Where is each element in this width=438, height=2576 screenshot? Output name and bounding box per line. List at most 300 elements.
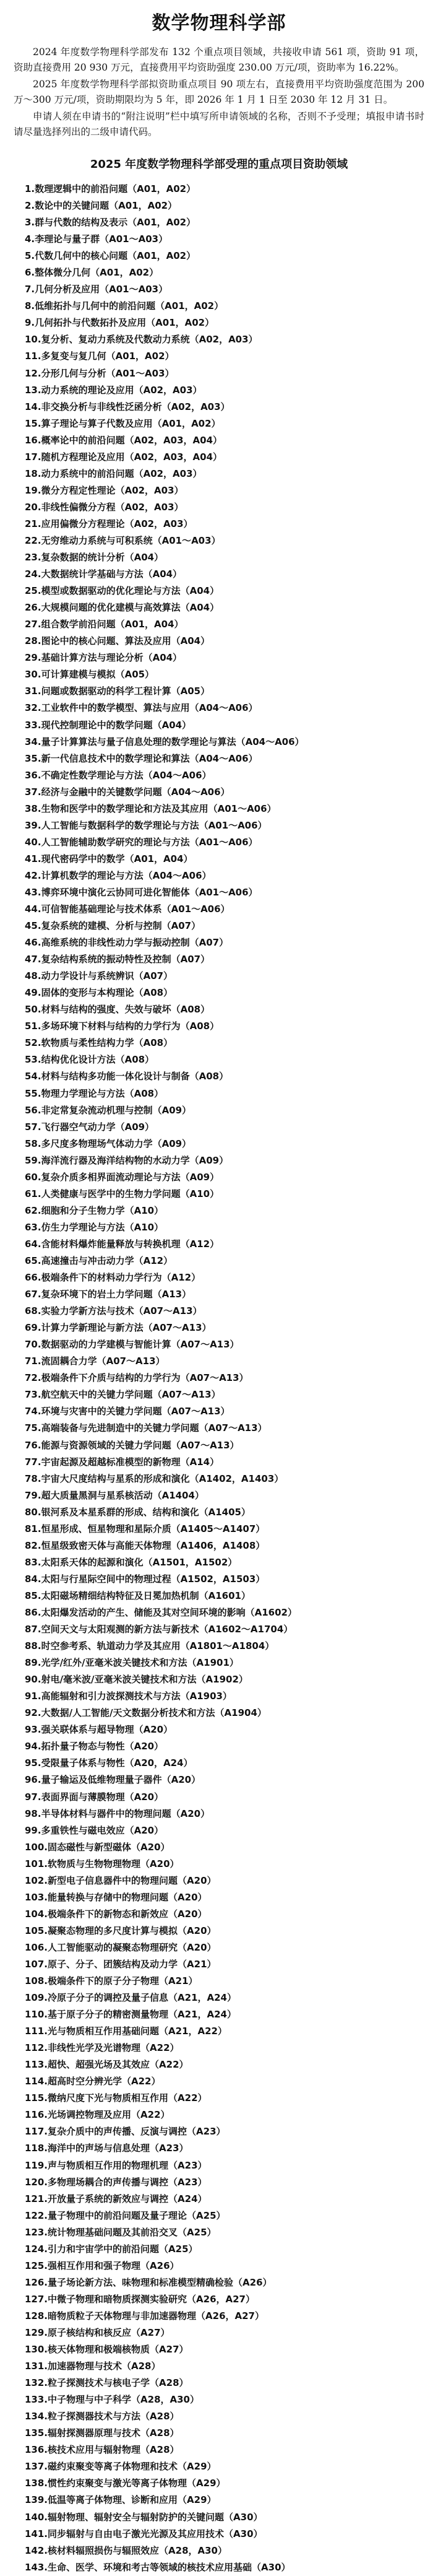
topic-item	[14, 1051, 424, 1068]
topic-list	[14, 181, 424, 2576]
topic-item	[14, 2308, 424, 2325]
topic-item	[14, 2291, 424, 2308]
topic-item	[14, 2475, 424, 2492]
topic-item	[14, 2157, 424, 2174]
topic-item	[14, 1956, 424, 1973]
topic-number: 76.	[25, 1439, 41, 1451]
topic-number: 5.	[25, 250, 35, 262]
topic-number: 33.	[25, 719, 41, 731]
topic-number: 115.	[25, 2092, 48, 2104]
topic-item	[14, 2559, 424, 2576]
topic-text: 群与代数的结构及表示（A01，A02）	[35, 217, 196, 228]
topic-text: 多场环境下材料与结构的力学行为（A08）	[41, 1020, 220, 1032]
topic-item	[14, 231, 424, 248]
topic-text: 飞行器空气动力学（A09）	[41, 1121, 155, 1133]
topic-number: 132.	[25, 2377, 48, 2389]
topic-item	[14, 2458, 424, 2475]
topic-text: 声与物质相互作用的物理机理（A23）	[48, 2159, 207, 2171]
topic-number: 134.	[25, 2411, 48, 2422]
topic-number: 141.	[25, 2528, 48, 2539]
topic-text: 代数几何中的核心问题（A01，A02）	[35, 250, 196, 262]
topic-item	[14, 1102, 424, 1119]
topic-text: 数论中的关键问题（A01，A02）	[35, 200, 178, 212]
topic-number: 18.	[25, 468, 41, 479]
topic-item	[14, 248, 424, 264]
document-title: 数学物理科学部	[152, 12, 286, 34]
topic-item	[14, 751, 424, 767]
topic-number: 104.	[25, 1908, 48, 1920]
topic-number: 99.	[25, 1824, 41, 1836]
topic-text: 中微子物理和暗物质探测实验研究（A26，A27）	[48, 2293, 255, 2305]
topic-number: 112.	[25, 2042, 48, 2054]
topic-item	[14, 650, 424, 666]
topic-text: 原子、分子、团簇结构及动力学（A21）	[48, 1958, 217, 1970]
topic-text: 软物质与生物物理物理（A20）	[48, 1858, 179, 1869]
topic-number: 70.	[25, 1339, 41, 1351]
topic-item	[14, 2274, 424, 2291]
topic-text: 几何拓扑与代数拓扑及应用（A01，A02）	[35, 317, 215, 329]
topic-text: 细胞和分子生物力学（A10）	[41, 1204, 164, 1216]
topic-text: 数据驱动的力学建模与智能计算（A07～A13）	[41, 1339, 239, 1351]
topic-text: 太阳与行星际空间中的物理过程（A1502，A1503）	[41, 1573, 265, 1585]
topic-item	[14, 1336, 424, 1353]
topic-number: 69.	[25, 1322, 41, 1334]
topic-number: 140.	[25, 2511, 48, 2523]
topic-number: 22.	[25, 534, 41, 546]
topic-item	[14, 1571, 424, 1588]
topic-number: 15.	[25, 417, 41, 429]
topic-text: 现代密码学中的数学（A01，A04）	[41, 853, 193, 864]
topic-number: 102.	[25, 1874, 48, 1886]
topic-number: 2.	[25, 200, 35, 212]
topic-text: 计算力学新理论与新方法（A07～A13）	[41, 1322, 212, 1334]
topic-item	[14, 633, 424, 650]
topic-number: 139.	[25, 2494, 48, 2506]
topic-number: 113.	[25, 2059, 48, 2071]
topic-item	[14, 1236, 424, 1253]
topic-item	[14, 666, 424, 683]
topic-item	[14, 1873, 424, 1889]
topic-item	[14, 1186, 424, 1203]
topic-item	[14, 934, 424, 951]
topic-number: 9.	[25, 317, 35, 329]
topic-text: 拓扑量子物态与物性（A20）	[41, 1741, 164, 1752]
topic-text: 量子场论新方法、味物理和标准模型精确检验（A26）	[48, 2276, 272, 2288]
topic-number: 25.	[25, 585, 41, 597]
topic-text: 人工智能辅助数学研究的理论与方法（A01～A06）	[41, 836, 258, 848]
topic-text: 太阳磁场精细结构特征及日冕加热机制（A1601）	[41, 1590, 251, 1601]
topic-number: 95.	[25, 1757, 41, 1769]
topic-text: 组合数学前沿问题（A01，A04）	[41, 619, 184, 630]
topic-text: 复杂结构系统的振动特性及控制（A07）	[41, 954, 210, 965]
topic-number: 29.	[25, 652, 41, 664]
topic-text: 固体的变形与本构理论（A08）	[41, 987, 173, 999]
topic-text: 大数据/人工智能/天文数据分析技术和方法（A1904）	[41, 1707, 267, 1719]
topic-text: 概率论中的前沿问题（A02，A03，A04）	[41, 434, 223, 446]
topic-item	[14, 2543, 424, 2559]
topic-item	[14, 1705, 424, 1721]
topic-text: 半导体材料与器件中的物理问题（A20）	[41, 1808, 210, 1819]
topic-item	[14, 1035, 424, 1051]
topic-text: 多重铁性与磁电效应（A20）	[41, 1824, 164, 1836]
topic-item	[14, 181, 424, 198]
topic-text: 海洋流行器及海洋结构物的水动力学（A09）	[41, 1154, 229, 1166]
topic-number: 92.	[25, 1707, 41, 1719]
topic-number: 44.	[25, 903, 41, 915]
topic-number: 55.	[25, 1087, 41, 1099]
topic-text: 材料与结构多功能一体化设计与制备（A08）	[41, 1071, 229, 1082]
topic-text: 复杂环境下的岩土力学问题（A13）	[41, 1289, 192, 1300]
topic-number: 27.	[25, 619, 41, 630]
topic-number: 61.	[25, 1188, 41, 1199]
topic-item	[14, 516, 424, 533]
topic-number: 103.	[25, 1891, 48, 1903]
topic-text: 流固耦合力学（A07～A13）	[41, 1355, 165, 1367]
topic-item	[14, 2325, 424, 2341]
topic-text: 非线性光学及光谱物理（A22）	[48, 2042, 179, 2054]
topic-item	[14, 499, 424, 516]
topic-text: 极端条件下的原子分子物理（A21）	[48, 1975, 198, 1987]
topic-text: 表面界面与薄膜物理（A20）	[41, 1791, 164, 1803]
topic-item	[14, 851, 424, 868]
topic-number: 23.	[25, 552, 41, 564]
topic-number: 20.	[25, 501, 41, 513]
topic-item	[14, 2123, 424, 2140]
topic-item	[14, 1755, 424, 1772]
topic-item	[14, 2341, 424, 2358]
topic-text: 航空航天中的关键力学问题（A07～A13）	[41, 1389, 221, 1401]
topic-text: 核材料辐照损伤与辐照效应（A28，A30）	[48, 2544, 227, 2556]
topic-number: 34.	[25, 736, 41, 747]
topic-text: 多尺度多物理场气体动力学（A09）	[41, 1138, 192, 1149]
topic-number: 77.	[25, 1456, 41, 1468]
topic-item	[14, 1604, 424, 1621]
topic-number: 123.	[25, 2226, 48, 2238]
topic-text: 复杂数据的统计分析（A04）	[41, 552, 164, 564]
topic-item	[14, 767, 424, 784]
topic-item	[14, 2509, 424, 2526]
topic-item	[14, 2073, 424, 2090]
topic-text: 随机方程理论及应用（A02，A03，A04）	[41, 451, 223, 463]
topic-item	[14, 281, 424, 298]
topic-number: 91.	[25, 1690, 41, 1702]
topic-item	[14, 583, 424, 599]
topic-number: 90.	[25, 1674, 41, 1686]
topic-item	[14, 1018, 424, 1035]
topic-item	[14, 700, 424, 716]
topic-number: 40.	[25, 836, 41, 848]
topic-item	[14, 1939, 424, 1956]
topic-text: 高端装备与先进制造中的关键力学问题（A07～A13）	[41, 1422, 267, 1434]
topic-text: 受限量子体系与物性（A20，A24）	[41, 1757, 193, 1769]
topic-item	[14, 1504, 424, 1521]
topic-text: 粒子探测技术与核电子学（A28）	[48, 2377, 189, 2389]
topic-number: 45.	[25, 920, 41, 932]
topic-text: 复杂介质中的声传播、反演与调控（A23）	[48, 2126, 226, 2138]
topic-text: 基础计算方法与理论分析（A04）	[41, 652, 182, 664]
topic-text: 凝聚态物理的多尺度计算与模拟（A20）	[48, 1925, 217, 1936]
topic-item	[14, 1789, 424, 1806]
intro-paragraph: 2024 年度数学物理科学部发布 132 个重点项目领域，共接收申请 561 项，资助 91 项，资助直接费用 20 930 万元，直接费用平均资助强度 230.00 万元/项，资助率为 16.22%。	[14, 46, 424, 73]
topic-item	[14, 1152, 424, 1169]
topic-item	[14, 1320, 424, 1336]
topic-item	[14, 348, 424, 365]
topic-text: 超大质量黑洞与星系核活动（A1404）	[41, 1489, 204, 1501]
topic-text: 生命、医学、环境和考古等领域的核技术应用基础（A30）	[48, 2561, 291, 2573]
topic-number: 71.	[25, 1355, 41, 1367]
topic-number: 89.	[25, 1657, 41, 1669]
topic-text: 空间天文与太阳观测的新方法与新技术（A1602～A1704）	[41, 1624, 293, 1635]
topic-text: 大数据统计学基础与方法（A04）	[41, 568, 182, 580]
topic-number: 11.	[25, 350, 41, 362]
topic-item	[14, 1386, 424, 1403]
topic-text: 开放量子系统的新效应与调控（A24）	[48, 2193, 207, 2204]
topic-text: 宇宙起源及超越标准模型的新物理（A14）	[41, 1456, 220, 1468]
topic-text: 宇宙大尺度结构与星系的形成和演化（A1402，A1403）	[41, 1473, 284, 1484]
topic-number: 74.	[25, 1406, 41, 1417]
topic-number: 24.	[25, 568, 41, 580]
topic-text: 太阳系天体的起源和演化（A1501，A1502）	[41, 1556, 238, 1568]
topic-number: 85.	[25, 1590, 41, 1601]
topic-item	[14, 1638, 424, 1655]
topic-number: 59.	[25, 1154, 41, 1166]
topic-number: 75.	[25, 1422, 41, 1434]
topic-text: 多物理场耦合的声传播与调控（A23）	[48, 2176, 207, 2188]
topic-item	[14, 2258, 424, 2274]
topic-item	[14, 868, 424, 884]
topic-item	[14, 1839, 424, 1856]
topic-text: 量子输运及低维物理量子器件（A20）	[41, 1774, 201, 1786]
topic-text: 李理论与量子群（A01～A03）	[35, 233, 168, 245]
topic-item	[14, 1521, 424, 1538]
topic-item	[14, 1219, 424, 1236]
topic-text: 量子物理中的前沿问题及量子理论（A25）	[48, 2209, 226, 2221]
topic-item	[14, 1068, 424, 1085]
topic-text: 惯性约束聚变与激光等离子体物理（A29）	[48, 2478, 226, 2489]
topic-number: 129.	[25, 2327, 48, 2338]
topic-item	[14, 533, 424, 549]
topic-text: 现代控制理论中的数学问题（A04）	[41, 719, 192, 731]
topic-item	[14, 1169, 424, 1186]
topic-item	[14, 2174, 424, 2191]
topic-number: 50.	[25, 1004, 41, 1016]
topic-item	[14, 901, 424, 918]
topic-text: 含能材料爆炸能量释放与转换机理（A12）	[41, 1238, 220, 1250]
topic-number: 111.	[25, 2026, 48, 2037]
topic-text: 几何分析及应用（A01～A03）	[35, 284, 168, 295]
topic-text: 新一代信息技术中的数学理论和算法（A04～A06）	[41, 752, 258, 764]
topic-item	[14, 298, 424, 315]
topic-text: 新型电子信息器件中的物理问题（A20）	[48, 1874, 217, 1886]
topic-item	[14, 951, 424, 968]
topic-item	[14, 1889, 424, 1906]
topic-text: 微纳尺度下光与物质相互作用（A22）	[48, 2092, 207, 2104]
topic-item	[14, 2442, 424, 2458]
topic-number: 128.	[25, 2310, 48, 2321]
topic-number: 143.	[25, 2561, 48, 2573]
topic-text: 人工智能与数据科学的数学理论与方法（A01～A06）	[41, 819, 267, 831]
topic-item	[14, 331, 424, 348]
topic-item	[14, 968, 424, 985]
topic-number: 100.	[25, 1841, 48, 1853]
topic-text: 人工智能驱动的凝聚态物理研究（A20）	[48, 1941, 217, 1953]
topic-text: 量子计算算法与量子信息处理的数学理论与算法（A04～A06）	[41, 736, 304, 747]
topic-text: 不确定性数学理论与方法（A04～A06）	[41, 769, 212, 781]
topic-number: 46.	[25, 937, 41, 949]
topic-text: 能源与资源领域的关键力学问题（A07～A13）	[41, 1439, 239, 1451]
topic-text: 加速器物理与技术（A28）	[48, 2361, 161, 2372]
topic-item	[14, 2040, 424, 2056]
topic-item	[14, 1990, 424, 2006]
topic-number: 93.	[25, 1724, 41, 1736]
topic-number: 36.	[25, 769, 41, 781]
topic-text: 强相互作用和强子物理（A26）	[48, 2260, 179, 2271]
topic-number: 121.	[25, 2193, 48, 2204]
topic-item	[14, 834, 424, 851]
topic-number: 12.	[25, 367, 41, 379]
topic-item	[14, 2006, 424, 2023]
topic-item	[14, 2526, 424, 2543]
topic-item	[14, 1454, 424, 1471]
topic-text: 结构优化设计方法（A08）	[41, 1054, 155, 1066]
topic-number: 67.	[25, 1289, 41, 1300]
topic-text: 动力系统中的前沿问题（A02，A03）	[41, 468, 202, 479]
topic-number: 94.	[25, 1741, 41, 1752]
topic-item	[14, 198, 424, 214]
topic-number: 80.	[25, 1506, 41, 1518]
topic-text: 恒星形成、恒星物理和星际介质（A1405～A1407）	[41, 1523, 265, 1534]
topic-number: 64.	[25, 1238, 41, 1250]
topic-text: 分形几何与分析（A01～A03）	[41, 367, 174, 379]
topic-number: 13.	[25, 384, 41, 396]
topic-item	[14, 1538, 424, 1554]
topic-number: 38.	[25, 803, 41, 814]
topic-text: 海洋中的声场与信息处理（A23）	[48, 2143, 189, 2154]
topic-number: 47.	[25, 954, 41, 965]
topic-item	[14, 1856, 424, 1873]
topic-text: 粒子探测器技术与方法（A28）	[48, 2411, 179, 2422]
topic-item	[14, 884, 424, 901]
topic-item	[14, 449, 424, 466]
topic-item	[14, 2425, 424, 2442]
topic-number: 86.	[25, 1606, 41, 1618]
topic-item	[14, 2023, 424, 2040]
topic-number: 31.	[25, 685, 41, 697]
topic-text: 辐射探测器原理与技术（A28）	[48, 2427, 179, 2439]
topic-text: 原子核结构和核反应（A27）	[48, 2327, 170, 2338]
topic-text: 太阳爆发活动的产生、储能及其对空间环境的影响（A1602）	[41, 1606, 297, 1618]
topic-number: 107.	[25, 1958, 48, 1970]
topic-number: 43.	[25, 886, 41, 898]
topic-number: 16.	[25, 434, 41, 446]
topic-item	[14, 2391, 424, 2408]
topic-text: 强关联体系与超导物理（A20）	[41, 1724, 173, 1736]
topic-text: 大规模问题的优化建模与高效算法（A04）	[41, 602, 220, 614]
topic-item	[14, 1738, 424, 1755]
topic-text: 磁约束聚变等离子体物理和技术（A29）	[48, 2461, 217, 2473]
topic-number: 39.	[25, 819, 41, 831]
topic-number: 136.	[25, 2444, 48, 2456]
topic-text: 超高时空分辨光学（A22）	[48, 2076, 161, 2087]
topic-item	[14, 985, 424, 1001]
topic-number: 97.	[25, 1791, 41, 1803]
topic-number: 125.	[25, 2260, 48, 2271]
topic-number: 57.	[25, 1121, 41, 1133]
topic-item	[14, 1119, 424, 1136]
topic-item	[14, 2492, 424, 2509]
topic-text: 超快、超强光场及其效应（A22）	[48, 2059, 189, 2071]
topic-number: 6.	[25, 267, 35, 279]
topic-item	[14, 1923, 424, 1939]
topic-number: 49.	[25, 987, 41, 999]
topic-item	[14, 1136, 424, 1152]
topic-number: 117.	[25, 2126, 48, 2138]
topic-number: 82.	[25, 1539, 41, 1551]
topic-number: 21.	[25, 518, 41, 529]
topic-number: 126.	[25, 2276, 48, 2288]
topic-item	[14, 1772, 424, 1788]
topic-text: 动力系统的理论及应用（A02，A03）	[41, 384, 202, 396]
topic-text: 算子理论与算子代数及应用（A01，A02）	[41, 417, 221, 429]
topic-item	[14, 566, 424, 583]
topic-number: 30.	[25, 669, 41, 681]
topic-text: 光与物质相互作用基础问题（A21，A22）	[48, 2026, 227, 2037]
topic-number: 106.	[25, 1941, 48, 1953]
topic-number: 60.	[25, 1171, 41, 1183]
topic-number: 124.	[25, 2243, 48, 2255]
topic-text: 低维拓扑与几何中的前沿问题（A01，A02）	[35, 300, 224, 312]
topic-text: 高能辐射和引力波探测技术与方法（A1903）	[41, 1690, 232, 1702]
topic-number: 42.	[25, 869, 41, 881]
topic-item	[14, 2191, 424, 2208]
topic-item	[14, 1688, 424, 1705]
topic-number: 114.	[25, 2076, 48, 2087]
topic-item	[14, 382, 424, 399]
topic-number: 28.	[25, 635, 41, 647]
topic-number: 127.	[25, 2293, 48, 2305]
topic-number: 10.	[25, 334, 41, 346]
intro-paragraph: 申请人须在申请书的“附注说明”栏中填写所申请领域的名称，否则不予受理；填报申请书时请尽量选择列出的二级申请代码。	[14, 111, 424, 137]
topic-text: 核天体物理和极端核物质（A27）	[48, 2344, 189, 2356]
topic-item	[14, 1420, 424, 1437]
topic-number: 101.	[25, 1858, 48, 1869]
topic-number: 79.	[25, 1489, 41, 1501]
topic-item	[14, 432, 424, 449]
intro-paragraph: 2025 年度数学物理科学部拟资助重点项目 90 项左右，直接费用平均资助强度范围为 200 万～300 万元/项，资助期限均为 5 年，即 2026 年 1 月 1 日至 2030 年 12 月 31 日。	[14, 79, 424, 105]
topic-text: 复杂系统的建模、分析与控制（A07）	[41, 920, 201, 932]
topic-text: 动力学设计与系统辨识（A07）	[41, 970, 173, 982]
topic-item	[14, 1253, 424, 1269]
topic-number: 48.	[25, 970, 41, 982]
topic-text: 仿生力学理论与方法（A10）	[41, 1221, 164, 1233]
topic-text: 银河系及本星系群的形成、结构和演化（A1405）	[41, 1506, 251, 1518]
topic-item	[14, 2358, 424, 2375]
topic-item	[14, 1487, 424, 1504]
topic-text: 问题或数据驱动的科学工程计算（A05）	[41, 685, 210, 697]
topic-number: 83.	[25, 1556, 41, 1568]
topic-item	[14, 1671, 424, 1688]
topic-text: 极端条件下的材料动力学行为（A12）	[41, 1272, 201, 1284]
topic-item	[14, 1721, 424, 1738]
topic-item	[14, 264, 424, 281]
topic-text: 引力和宇宙学中的前沿问题（A25）	[48, 2243, 198, 2255]
topic-number: 62.	[25, 1204, 41, 1216]
topic-item	[14, 365, 424, 382]
topic-item	[14, 1906, 424, 1923]
topic-number: 53.	[25, 1054, 41, 1066]
topic-item	[14, 2241, 424, 2258]
topic-text: 多复变与复几何（A01，A02）	[41, 350, 174, 362]
